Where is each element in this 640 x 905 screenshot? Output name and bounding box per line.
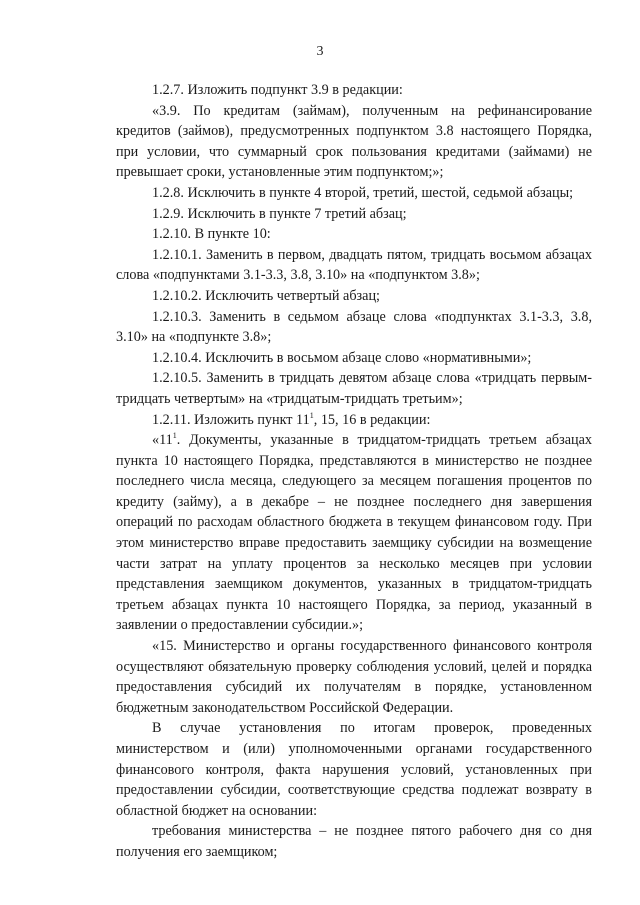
superscript-1: 1 xyxy=(309,410,314,420)
paragraph-1-2-10-4: 1.2.10.4. Исключить в восьмом абзаце слово «нормативными»; xyxy=(152,349,532,366)
paragraph-1-2-10-3: 1.2.10.3. Заменить в седьмом абзаце слова «подпунктах 3.1-3.3, 3.8, 3.10» на «подпункте 3.8»; xyxy=(116,308,592,346)
paragraph-1-2-9: 1.2.9. Исключить в пункте 7 третий абзац; xyxy=(152,205,407,222)
paragraph-15-text: «15. Министерство и органы государственного финансового контроля осуществляют обязательную проверку соблюдения условий, целей и порядка предоставления субсидий их получателям в порядке, установленном бюджетным законодательством Российской Федерации. xyxy=(116,638,592,716)
paragraph-1-2-10: 1.2.10. В пункте 10: xyxy=(152,226,271,243)
paragraph-1-2-8: 1.2.8. Исключить в пункте 4 второй, третий, шестой, седьмой абзацы; xyxy=(152,184,574,201)
paragraph-1-2-11 xyxy=(116,410,592,431)
paragraph-15-requirement: требования министерства – не позднее пятого рабочего дня со дня получения его заемщиком; xyxy=(116,823,592,860)
paragraph-1-2-7: 1.2.7. Изложить подпункт 3.9 в редакции: xyxy=(152,82,403,98)
paragraph-1-2-11-pre: 1.2.11. Изложить пункт 11 xyxy=(152,411,310,428)
paragraph-3-9-text: «3.9. По кредитам (займам), полученным на рефинансирование кредитов (займов), предусмотренных подпунктом 3.8 настоящего Порядка, при условии, что суммарный срок пользования кредитами (займами) не превышает сроки, установленные этим подпунктом;»; xyxy=(116,102,592,181)
superscript-1: 1 xyxy=(172,431,177,441)
paragraph-1-2-10-1: 1.2.10.1. Заменить в первом, двадцать пятом, тридцать восьмом абзацах слова «подпунктами 3.1-3.3, 3.8, 3.10» на «подпунктом 3.8»; xyxy=(116,246,592,284)
paragraph-15-violation: В случае установления по итогам проверок, проведенных министерством и (или) уполномоченными органами государственного финансового контроля, факта нарушения условий, установленных при предоставлении субсидии, соответствующие средства подлежат возврату в областной бюджет на основании: xyxy=(116,720,592,819)
paragraph-11-1-pre: «11 xyxy=(152,432,173,449)
paragraph-1-2-10-5: 1.2.10.5. Заменить в тридцать девятом абзаце слова «тридцать первым-тридцать четвертым» на «тридцатым-тридцать третьим»; xyxy=(116,370,592,407)
paragraph-1-2-10-2: 1.2.10.2. Исключить четвертый абзац; xyxy=(152,287,380,304)
page-number: 3 xyxy=(316,44,324,59)
paragraph-11-1-post: . Документы, указанные в тридцатом-тридцать третьем абзацах пункта 10 настоящего Порядка, представляются в министерство не позднее последнего числа месяца, следующего за месяцем погашения процентов по кредиту (займу), а в декабре – не позднее последнего дня завершения операций по расходам областного бюджета в текущем финансовом году. При этом министерство вправе предоставить заемщику субсидии на возмещение части затрат на уплату процентов за несколько месяцев при условии представления заемщиком документов, указанных в тридцатом-тридцать третьем абзацах пункта 10 настоящего Порядка, за период, указанный в заявлении о предоставлении субсидии.»; xyxy=(116,432,592,634)
paragraph-11-1-text xyxy=(116,430,592,636)
document-body xyxy=(116,80,592,863)
paragraph-1-2-11-post: , 15, 16 в редакции: xyxy=(313,411,431,428)
